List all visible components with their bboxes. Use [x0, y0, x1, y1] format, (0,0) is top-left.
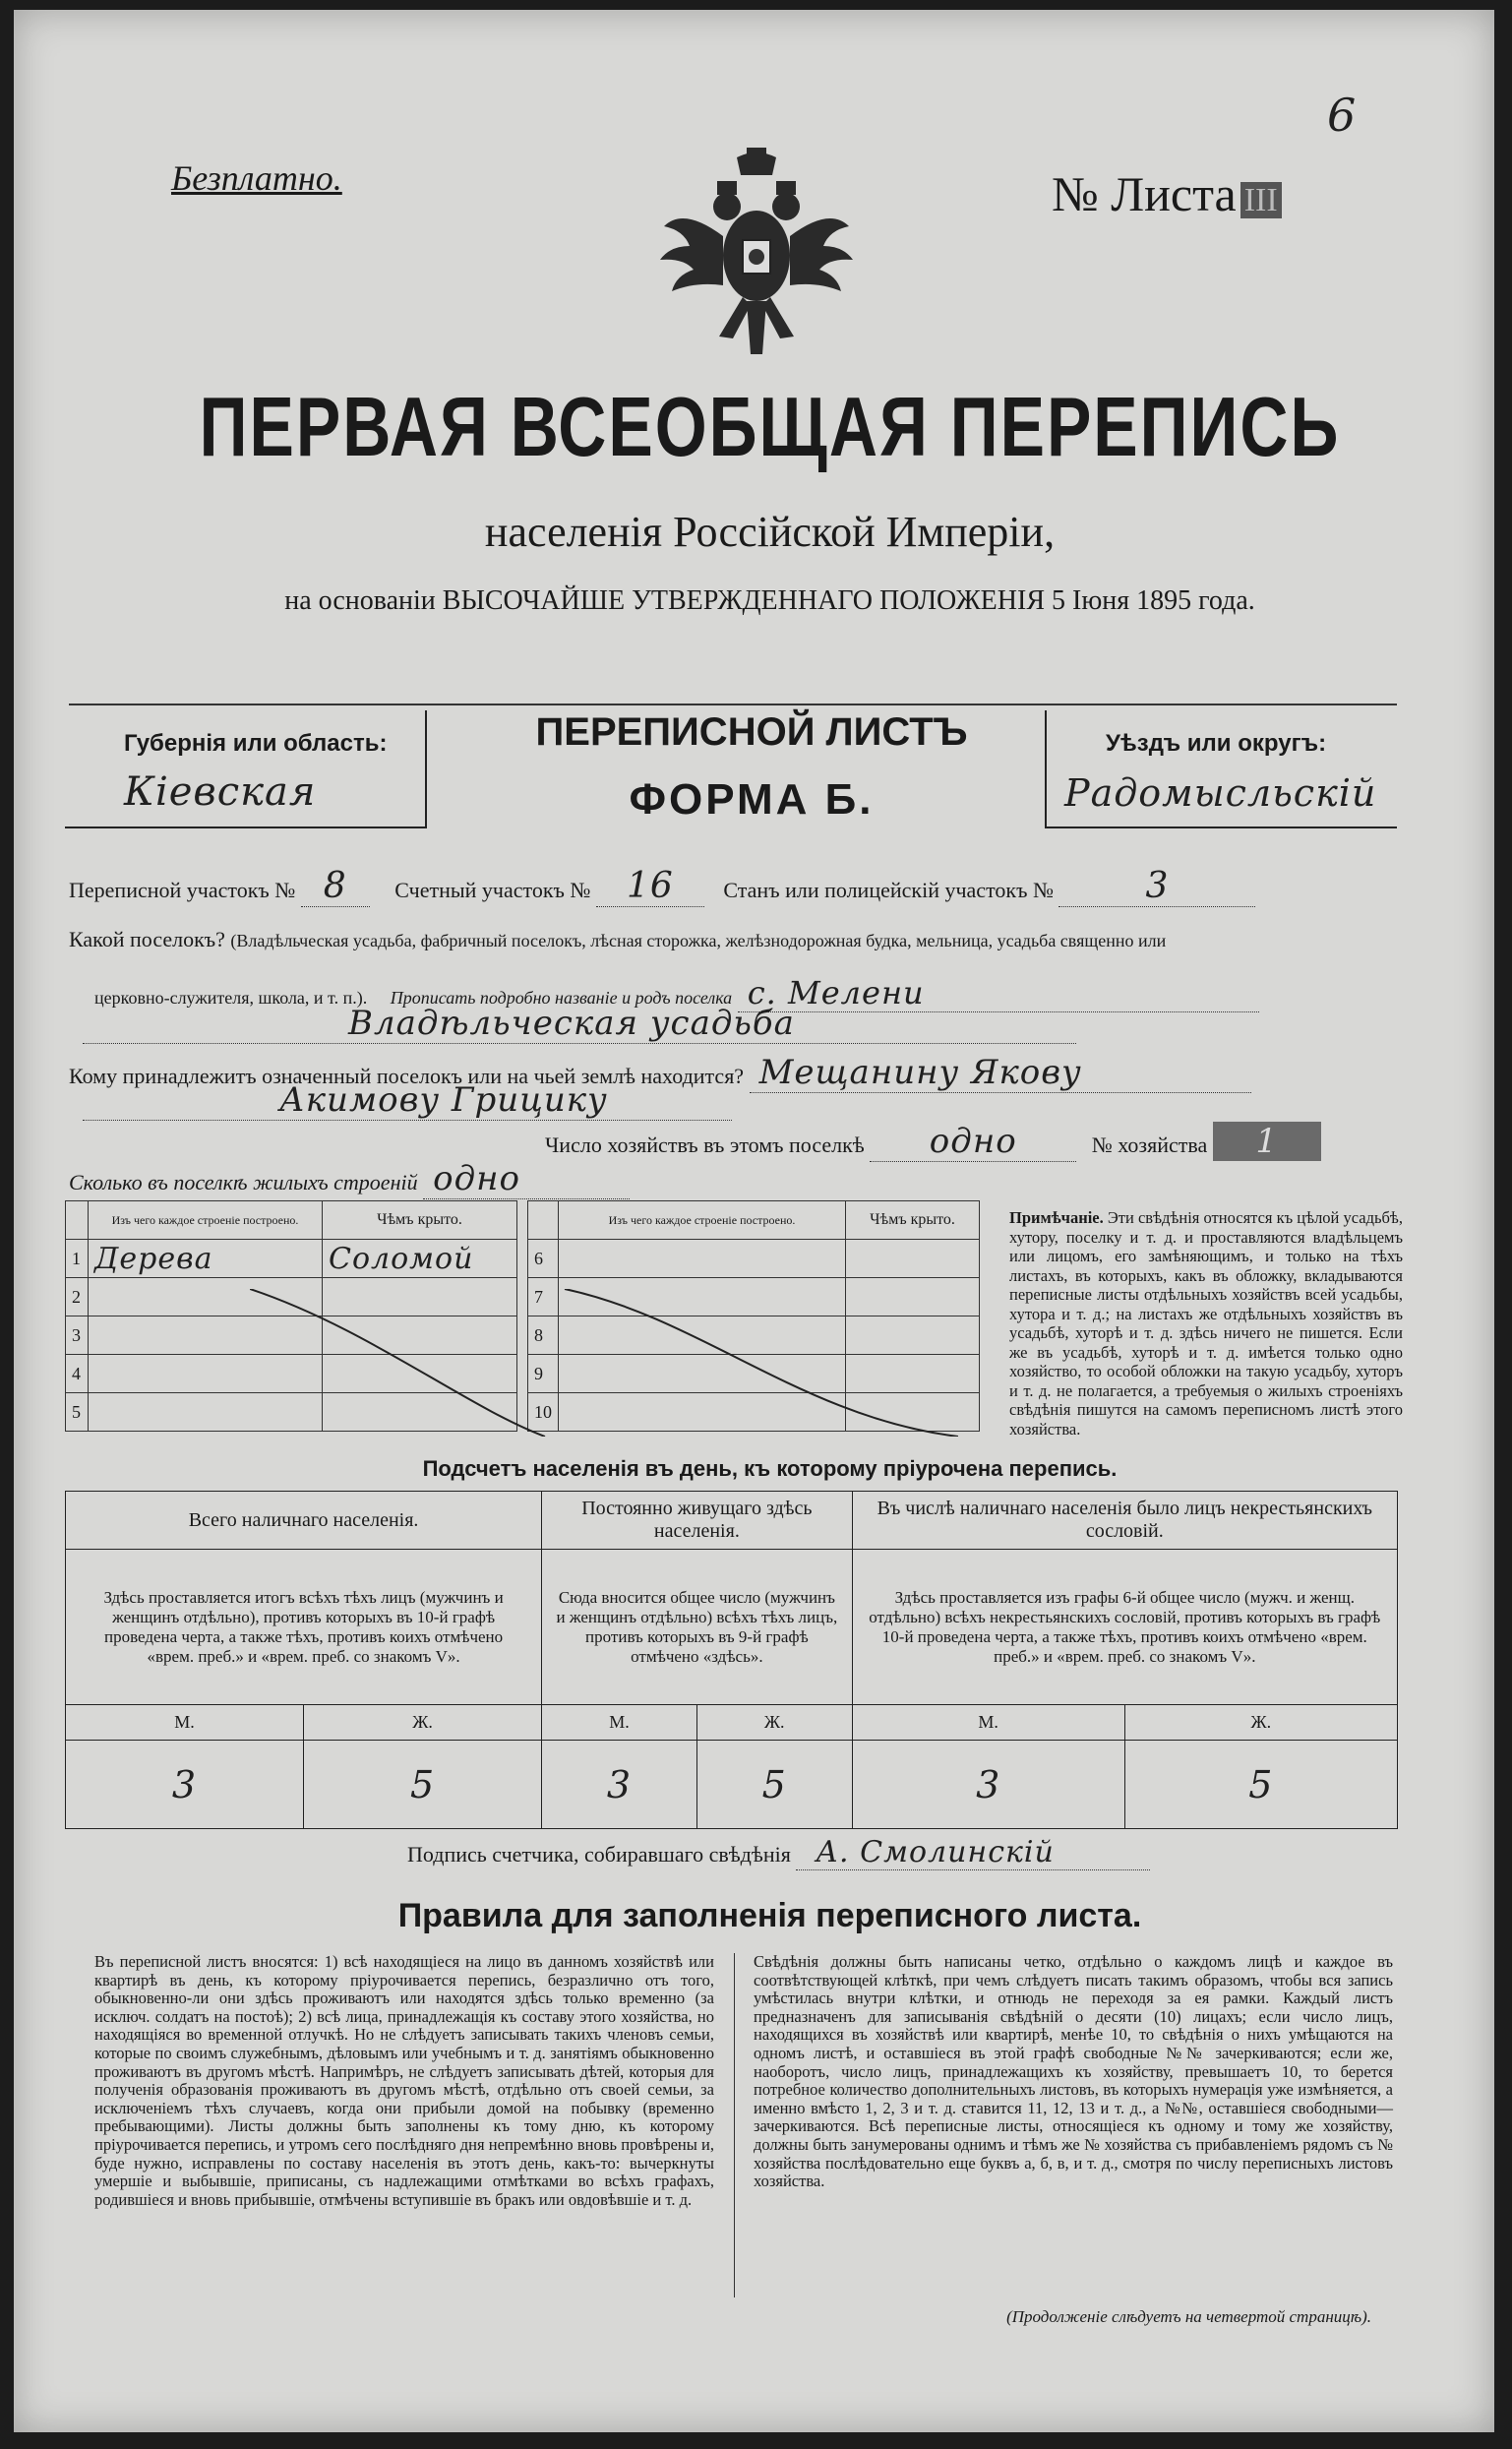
built-header: Изъ чего каждое строеніе построено. — [89, 1201, 323, 1240]
note-text: Эти свѣдѣнія относятся къ цѣлой усадьбѣ, хутору, поселку и т. д. и проставляются владѣльцемъ или лицомъ, его замѣняющимъ, и только на тѣхъ листахъ, въ которыхъ, какъ въ обложку, вкладываются переписные листы отдѣльныхъ хозяйствъ всей усадьбы, хутора и т. д.; на листахъ же отдѣльныхъ хозяйствъ въ усадьбѣ, хуторѣ и т. д. здѣсь ничего не пишется. Если же въ усадьбѣ, хуторѣ и т. д. имѣется только одно хозяйство, то особой обложки на такую усадьбу, хуторъ и т. д. не полагается, а требуемыя о жилыхъ строеніяхъ свѣдѣнія пишутся на самомъ переписномъ листѣ этого хозяйства. — [1009, 1208, 1404, 1439]
non-peasant-female-count: 5 — [1124, 1741, 1397, 1829]
rules-column-divider — [734, 1953, 735, 2297]
sheet-number-label — [1052, 165, 1282, 222]
households-value: одно — [870, 1122, 1076, 1162]
resident-population-desc: Сюда вносится общее число (мужчинъ и женщинъ отдѣльно) всѣхъ тѣхъ лицъ, противъ которыхъ въ 9-й графѣ отмѣчено «здѣсь». — [542, 1550, 852, 1705]
present-population-desc: Здѣсь проставляется итогъ всѣхъ тѣхъ лицъ (мужчинъ и женщинъ отдѣльно), противъ которыхъ въ 10-й графѣ проведена черта, а также тѣхъ, противъ коихъ отмѣчено «врем. преб.» и «врем. преб. со знакомъ V». — [66, 1550, 542, 1705]
roof-material: Соломой — [322, 1240, 516, 1278]
row-number: 6 — [528, 1240, 559, 1278]
settlement-question: Какой поселокъ? — [69, 927, 225, 951]
row-number: 10 — [528, 1393, 559, 1432]
population-heading: Подсчетъ населенія въ день, къ которому пріурочена перепись. — [422, 1456, 1118, 1481]
row-number: 8 — [528, 1316, 559, 1355]
row-number: 2 — [66, 1278, 89, 1316]
male-label: М. — [852, 1705, 1124, 1741]
district-label: Уѣздъ или округъ: — [1106, 730, 1327, 757]
buildings-row — [69, 1159, 757, 1199]
continuation-note: (Продолженіе слѣдуетъ на четвертой страницѣ). — [1006, 2307, 1371, 2326]
non-peasant-desc: Здѣсь проставляется изъ графы 6-й общее число (мужч. и женщ. отдѣльно) всѣхъ некрестьянскихъ сословій, противъ которыхъ въ графѣ 10-й проведена черта, а также тѣхъ, противъ коихъ отмѣчено «врем. преб.» и «врем. преб. со знакомъ V». — [852, 1550, 1397, 1705]
note-title: Примѣчаніе. — [1009, 1208, 1104, 1227]
census-sheet — [14, 10, 1494, 2432]
population-table — [65, 1491, 1398, 1829]
households-row — [545, 1122, 1411, 1162]
built-material — [559, 1240, 846, 1278]
signature-label: Подпись счетчика, собиравшаго свѣдѣнія — [407, 1842, 791, 1867]
buildings-label: Сколько въ поселкѣ жилыхъ строеній — [69, 1170, 418, 1194]
rules-right-column: Свѣдѣнія должны быть написаны четко, отдѣльно о каждомъ лицѣ и каждое въ соотвѣтствующей клѣткѣ, при чемъ слѣдуетъ писать такимъ образомъ, чтобы вся запись умѣстилась внутри клѣтки, и отнюдь не переходя за ея рамки. Каждый листъ предназначенъ для записыванія свѣдѣній о десяти (10) лицахъ; если число лицъ, находящихся въ хозяйствѣ или квартирѣ, менѣе 10, то свѣдѣнія о нихъ умѣщаются на одномъ листѣ, и оставшіеся въ этой графѣ свободные №№ зачеркиваются; если же, наоборотъ, число лицъ, принадлежащихъ къ хозяйству, превышаетъ 10, то берется потребное количество дополнительныхъ листовъ, въ которыхъ нумерація уже измѣняется, а именно вмѣсто 1, 2, 3 и т. д. ставится 11, 12, 13 и т. д., а №№, оставшіеся свободными—зачеркиваются. Всѣ переписные листы, относящіеся къ одному и тому же хозяйству, должны быть занумерованы однимъ и тѣмъ же № хозяйства съ прибавленіемъ рядомъ съ № хозяйства послѣдовательно еще буквъ а, б, в, и т. д., смотря по числу переписныхъ листовъ хозяйства. — [754, 1952, 1393, 2191]
station-label: Станъ или полицейскій участокъ № — [723, 878, 1054, 902]
built-material: Дерева — [89, 1240, 323, 1278]
settlement-hint-2: церковно-служителя, школа, и т. п.). — [94, 988, 368, 1008]
province-label: Губернія или область: — [124, 730, 388, 757]
district-box — [1045, 710, 1397, 828]
station-value: 3 — [1058, 866, 1255, 907]
owner-value-2: Акимову Грицику — [83, 1080, 732, 1121]
resident-male-count: 3 — [542, 1741, 697, 1829]
settlement-type: Владѣльческая усадьба — [83, 1004, 1076, 1044]
count-area-label: Счетный участокъ № — [394, 878, 591, 902]
resident-female-count: 5 — [696, 1741, 852, 1829]
form-title: ПЕРЕПИСНОЙ ЛИСТЪ — [535, 710, 968, 754]
present-male-count: 3 — [66, 1741, 304, 1829]
settlement-name: с. Мелени — [738, 974, 1259, 1012]
page-subtitle-decree: на основаніи ВЫСОЧАЙШЕ УТВЕРЖДЕННАГО ПОЛОЖЕНІЯ 5 Іюня 1895 года. — [284, 585, 1255, 616]
count-area-value: 16 — [596, 866, 704, 907]
row-number: 4 — [66, 1355, 89, 1393]
double-headed-eagle-icon — [648, 138, 865, 374]
sheet-label: № Листа — [1052, 166, 1237, 221]
table-row — [66, 1240, 517, 1278]
census-area-row — [69, 866, 1407, 907]
owner-question: Кому принадлежитъ означенный поселокъ или на чьей землѣ находится? — [69, 1064, 745, 1088]
settlement-question-row — [69, 927, 1407, 952]
table-row — [528, 1240, 980, 1278]
owner-value: Мещанину Якову — [750, 1053, 1251, 1093]
female-label: Ж. — [1124, 1705, 1397, 1741]
settlement-hint: (Владѣльческая усадьба, фабричный поселокъ, лѣсная сторожка, желѣзнодорожная будка, мельница, усадьба священно или — [230, 931, 1167, 950]
signature-value: А. Смолинскій — [796, 1835, 1150, 1870]
row-number-header — [528, 1201, 559, 1240]
row-number: 5 — [66, 1393, 89, 1432]
built-header: Изъ чего каждое строеніе построено. — [559, 1201, 846, 1240]
page-title: ПЕРВАЯ ВСЕОБЩАЯ ПЕРЕПИСЬ — [199, 380, 1341, 474]
roof-material — [846, 1240, 980, 1278]
roof-header: Чѣмъ крыто. — [322, 1201, 516, 1240]
roof-header: Чѣмъ крыто. — [846, 1201, 980, 1240]
district-value: Радомысльскій — [1064, 771, 1377, 815]
corner-number: 6 — [1327, 89, 1358, 142]
female-label: Ж. — [696, 1705, 852, 1741]
households-label: Число хозяйствъ въ этомъ поселкѣ — [545, 1133, 865, 1157]
cancel-stroke — [250, 1289, 958, 1437]
buildings-value: одно — [423, 1159, 630, 1199]
settlement-hint-3: Прописать подробно названіе и родъ поселка — [390, 988, 733, 1008]
non-peasant-header: Въ числѣ наличнаго населенія было лицъ некрестьянскихъ сословій. — [852, 1492, 1397, 1550]
sheet-number: III — [1240, 182, 1282, 218]
household-no-value: 1 — [1213, 1122, 1321, 1161]
row-number: 7 — [528, 1278, 559, 1316]
census-area-value: 8 — [301, 866, 370, 907]
census-area-label: Переписной участокъ № — [69, 878, 296, 902]
row-number: 3 — [66, 1316, 89, 1355]
rules-left-column: Въ переписной листъ вносятся: 1) всѣ находящіеся на лицо въ данномъ хозяйствѣ или квартирѣ въ день, къ которому пріурочивается перепись, безразлично отъ того, обыкновенно-ли они здѣсь проживаютъ или находятся здѣсь только временно (за исключ. солдатъ на постоѣ); 2) всѣ лица, принадлежащія къ составу этого хозяйства, но находящіяся во временной отлучкѣ. Но не слѣдуетъ записывать такихъ членовъ семьи, которые по своимъ служебнымъ, дѣловымъ или учебнымъ и т. д. занятіямъ обыкновенно проживаютъ въ другомъ мѣстѣ. Напримѣръ, не слѣдуетъ записывать дѣтей, которыя для полученія образованія проживаютъ въ другомъ мѣстѣ, отдѣльно отъ своей семьи, за исключеніемъ тѣхъ случаевъ, когда они прибыли домой на побывку (временно пребывающими). Листы должны быть заполнены къ тому дню, къ которому пріурочивается перепись, и утромъ сего послѣдняго дня непремѣнно вновь провѣрены и, буде нужно, исправлены по составу населенія въ этотъ день, какъ-то: вычеркнуты умершіе и выбывшіе, приписаны, съ надлежащими отмѣтками во всѣхъ графахъ, родившіеся и вновь прибывшіе, отмѣчены вступившіе въ бракъ или овдовѣвшіе и т. д. — [94, 1952, 714, 2209]
male-label: М. — [66, 1705, 304, 1741]
note-block — [1009, 1208, 1403, 1439]
form-subtitle: ФОРМА Б. — [629, 775, 875, 824]
male-label: М. — [542, 1705, 697, 1741]
row-number: 1 — [66, 1240, 89, 1278]
present-population-header: Всего наличнаго населенія. — [66, 1492, 542, 1550]
title-divider — [69, 704, 1397, 705]
female-label: Ж. — [304, 1705, 542, 1741]
non-peasant-male-count: 3 — [852, 1741, 1124, 1829]
page-subtitle: населенія Россійской Имперіи, — [484, 508, 1056, 556]
province-box — [65, 710, 427, 828]
rules-title: Правила для заполненія переписного листа. — [397, 1897, 1142, 1934]
resident-population-header: Постоянно живущаго здѣсь населенія. — [542, 1492, 852, 1550]
signature-row — [407, 1835, 1293, 1870]
row-number: 9 — [528, 1355, 559, 1393]
free-stamp: Безплатно. — [171, 158, 342, 198]
household-no-label: № хозяйства — [1091, 1133, 1208, 1157]
present-female-count: 5 — [304, 1741, 542, 1829]
province-value: Кіевская — [124, 769, 317, 815]
row-number-header — [66, 1201, 89, 1240]
